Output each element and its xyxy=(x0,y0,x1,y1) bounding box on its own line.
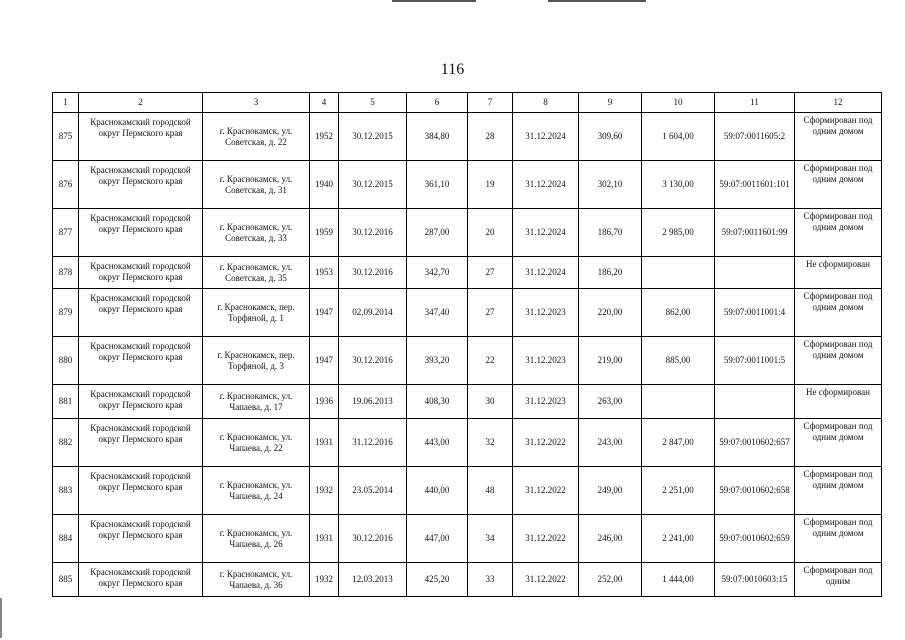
address-cell: г. Краснокамск, пер. Торфяной, д. 1 xyxy=(203,289,310,337)
register-table xyxy=(52,92,882,597)
table-row xyxy=(53,257,882,289)
column-header: 11 xyxy=(715,93,795,113)
land-area-cell: 1 604,00 xyxy=(642,113,715,161)
year-cell: 1932 xyxy=(310,467,339,515)
row-number-cell: 880 xyxy=(53,337,79,385)
cadastral-number-cell: 59:07:0011601:101 xyxy=(715,161,795,209)
address-cell: г. Краснокамск, ул. Чапаева, д. 17 xyxy=(203,385,310,419)
area-cell: 393,20 xyxy=(407,337,468,385)
address-cell: г. Краснокамск, ул. Чапаева, д. 36 xyxy=(203,563,310,597)
land-area-cell: 2 985,00 xyxy=(642,209,715,257)
municipality-cell: Краснокамский городской округ Пермского края xyxy=(79,113,203,161)
planned-date-cell: 31.12.2022 xyxy=(513,419,579,467)
header-row xyxy=(53,93,882,113)
land-area-cell: 2 241,00 xyxy=(642,515,715,563)
column-header: 7 xyxy=(468,93,513,113)
date-cell: 02.09.2014 xyxy=(339,289,407,337)
year-cell: 1936 xyxy=(310,385,339,419)
year-cell: 1932 xyxy=(310,563,339,597)
address-cell: г. Краснокамск, ул. Чапаева, д. 22 xyxy=(203,419,310,467)
value-cell: 243,00 xyxy=(579,419,642,467)
land-status-cell: Не сформирован xyxy=(795,257,882,289)
municipality-cell: Краснокамский городской округ Пермского края xyxy=(79,563,203,597)
row-number-cell: 884 xyxy=(53,515,79,563)
count-cell: 27 xyxy=(468,257,513,289)
value-cell: 302,10 xyxy=(579,161,642,209)
scan-edge-mark xyxy=(0,598,2,638)
address-cell: г. Краснокамск, ул. Чапаева, д. 24 xyxy=(203,467,310,515)
address-cell: г. Краснокамск, ул. Советская, д. 33 xyxy=(203,209,310,257)
area-cell: 361,10 xyxy=(407,161,468,209)
cadastral-number-cell: 59:07:0011001:4 xyxy=(715,289,795,337)
cadastral-number-cell xyxy=(715,385,795,419)
row-number-cell: 878 xyxy=(53,257,79,289)
address-cell: г. Краснокамск, ул. Советская, д. 31 xyxy=(203,161,310,209)
scan-edge-line-right xyxy=(548,0,646,2)
municipality-cell: Краснокамский городской округ Пермского края xyxy=(79,385,203,419)
cadastral-number-cell: 59:07:0010602:658 xyxy=(715,467,795,515)
count-cell: 19 xyxy=(468,161,513,209)
area-cell: 425,20 xyxy=(407,563,468,597)
row-number-cell: 875 xyxy=(53,113,79,161)
municipality-cell: Краснокамский городской округ Пермского края xyxy=(79,467,203,515)
year-cell: 1931 xyxy=(310,419,339,467)
land-area-cell: 862,00 xyxy=(642,289,715,337)
value-cell: 249,00 xyxy=(579,467,642,515)
value-cell: 263,00 xyxy=(579,385,642,419)
row-number-cell: 876 xyxy=(53,161,79,209)
address-cell: г. Краснокамск, ул. Советская, д. 22 xyxy=(203,113,310,161)
column-header: 4 xyxy=(310,93,339,113)
table-row xyxy=(53,161,882,209)
planned-date-cell: 31.12.2023 xyxy=(513,337,579,385)
land-area-cell: 2 251,00 xyxy=(642,467,715,515)
date-cell: 30.12.2016 xyxy=(339,337,407,385)
planned-date-cell: 31.12.2024 xyxy=(513,113,579,161)
table-row xyxy=(53,419,882,467)
cadastral-number-cell: 59:07:0011001:5 xyxy=(715,337,795,385)
land-status-cell: Сформирован под одним домом xyxy=(795,113,882,161)
land-status-cell: Сформирован под одним домом xyxy=(795,419,882,467)
municipality-cell: Краснокамский городской округ Пермского края xyxy=(79,161,203,209)
year-cell: 1947 xyxy=(310,337,339,385)
count-cell: 22 xyxy=(468,337,513,385)
area-cell: 342,70 xyxy=(407,257,468,289)
table-row xyxy=(53,563,882,597)
date-cell: 30.12.2016 xyxy=(339,515,407,563)
address-cell: г. Краснокамск, ул. Чапаева, д. 26 xyxy=(203,515,310,563)
count-cell: 33 xyxy=(468,563,513,597)
area-cell: 408,30 xyxy=(407,385,468,419)
value-cell: 186,20 xyxy=(579,257,642,289)
column-header: 12 xyxy=(795,93,882,113)
land-area-cell: 3 130,00 xyxy=(642,161,715,209)
date-cell: 30.12.2016 xyxy=(339,209,407,257)
row-number-cell: 883 xyxy=(53,467,79,515)
cadastral-number-cell: 59:07:0010602:659 xyxy=(715,515,795,563)
land-status-cell: Сформирован под одним домом xyxy=(795,209,882,257)
value-cell: 186,70 xyxy=(579,209,642,257)
cadastral-number-cell: 59:07:0010603:15 xyxy=(715,563,795,597)
area-cell: 440,00 xyxy=(407,467,468,515)
column-header: 1 xyxy=(53,93,79,113)
count-cell: 30 xyxy=(468,385,513,419)
land-status-cell: Сформирован под одним xyxy=(795,563,882,597)
value-cell: 220,00 xyxy=(579,289,642,337)
row-number-cell: 881 xyxy=(53,385,79,419)
column-header: 9 xyxy=(579,93,642,113)
year-cell: 1953 xyxy=(310,257,339,289)
planned-date-cell: 31.12.2022 xyxy=(513,515,579,563)
table-row xyxy=(53,515,882,563)
area-cell: 287,00 xyxy=(407,209,468,257)
year-cell: 1940 xyxy=(310,161,339,209)
value-cell: 252,00 xyxy=(579,563,642,597)
date-cell: 31.12.2016 xyxy=(339,419,407,467)
cadastral-number-cell: 59:07:0011601:99 xyxy=(715,209,795,257)
column-header: 2 xyxy=(79,93,203,113)
planned-date-cell: 31.12.2024 xyxy=(513,161,579,209)
count-cell: 27 xyxy=(468,289,513,337)
planned-date-cell: 31.12.2022 xyxy=(513,563,579,597)
area-cell: 443,00 xyxy=(407,419,468,467)
row-number-cell: 885 xyxy=(53,563,79,597)
row-number-cell: 877 xyxy=(53,209,79,257)
date-cell: 30.12.2016 xyxy=(339,257,407,289)
table-row xyxy=(53,113,882,161)
count-cell: 48 xyxy=(468,467,513,515)
municipality-cell: Краснокамский городской округ Пермского края xyxy=(79,257,203,289)
planned-date-cell: 31.12.2023 xyxy=(513,385,579,419)
count-cell: 28 xyxy=(468,113,513,161)
value-cell: 219,00 xyxy=(579,337,642,385)
value-cell: 309,60 xyxy=(579,113,642,161)
planned-date-cell: 31.12.2022 xyxy=(513,467,579,515)
year-cell: 1959 xyxy=(310,209,339,257)
date-cell: 30.12.2015 xyxy=(339,113,407,161)
year-cell: 1947 xyxy=(310,289,339,337)
cadastral-number-cell xyxy=(715,257,795,289)
land-area-cell xyxy=(642,385,715,419)
table-row xyxy=(53,289,882,337)
municipality-cell: Краснокамский городской округ Пермского края xyxy=(79,289,203,337)
land-area-cell: 1 444,00 xyxy=(642,563,715,597)
cadastral-number-cell: 59:07:0010602:657 xyxy=(715,419,795,467)
row-number-cell: 879 xyxy=(53,289,79,337)
table-row xyxy=(53,385,882,419)
address-cell: г. Краснокамск, ул. Советская, д. 35 xyxy=(203,257,310,289)
land-area-cell xyxy=(642,257,715,289)
value-cell: 246,00 xyxy=(579,515,642,563)
column-header: 6 xyxy=(407,93,468,113)
land-status-cell: Не сформирован xyxy=(795,385,882,419)
date-cell: 23.05.2014 xyxy=(339,467,407,515)
land-area-cell: 2 847,00 xyxy=(642,419,715,467)
column-header: 8 xyxy=(513,93,579,113)
municipality-cell: Краснокамский городской округ Пермского края xyxy=(79,419,203,467)
land-status-cell: Сформирован под одним домом xyxy=(795,161,882,209)
land-status-cell: Сформирован под одним домом xyxy=(795,467,882,515)
address-cell: г. Краснокамск, пер. Торфяной, д. 3 xyxy=(203,337,310,385)
date-cell: 19.06.2013 xyxy=(339,385,407,419)
date-cell: 30.12.2015 xyxy=(339,161,407,209)
column-header: 5 xyxy=(339,93,407,113)
year-cell: 1952 xyxy=(310,113,339,161)
table-row xyxy=(53,209,882,257)
count-cell: 34 xyxy=(468,515,513,563)
year-cell: 1931 xyxy=(310,515,339,563)
land-area-cell: 885,00 xyxy=(642,337,715,385)
planned-date-cell: 31.12.2023 xyxy=(513,289,579,337)
column-header: 10 xyxy=(642,93,715,113)
column-header: 3 xyxy=(203,93,310,113)
municipality-cell: Краснокамский городской округ Пермского края xyxy=(79,209,203,257)
page-number: 116 xyxy=(440,61,465,78)
date-cell: 12.03.2013 xyxy=(339,563,407,597)
planned-date-cell: 31.12.2024 xyxy=(513,209,579,257)
count-cell: 32 xyxy=(468,419,513,467)
count-cell: 20 xyxy=(468,209,513,257)
municipality-cell: Краснокамский городской округ Пермского края xyxy=(79,337,203,385)
cadastral-number-cell: 59:07:0011605:2 xyxy=(715,113,795,161)
row-number-cell: 882 xyxy=(53,419,79,467)
scan-edge-line-left xyxy=(392,0,476,2)
area-cell: 384,80 xyxy=(407,113,468,161)
area-cell: 347,40 xyxy=(407,289,468,337)
land-status-cell: Сформирован под одним домом xyxy=(795,289,882,337)
municipality-cell: Краснокамский городской округ Пермского края xyxy=(79,515,203,563)
area-cell: 447,00 xyxy=(407,515,468,563)
land-status-cell: Сформирован под одним домом xyxy=(795,515,882,563)
table-row xyxy=(53,337,882,385)
land-status-cell: Сформирован под одним домом xyxy=(795,337,882,385)
planned-date-cell: 31.12.2024 xyxy=(513,257,579,289)
table-row xyxy=(53,467,882,515)
